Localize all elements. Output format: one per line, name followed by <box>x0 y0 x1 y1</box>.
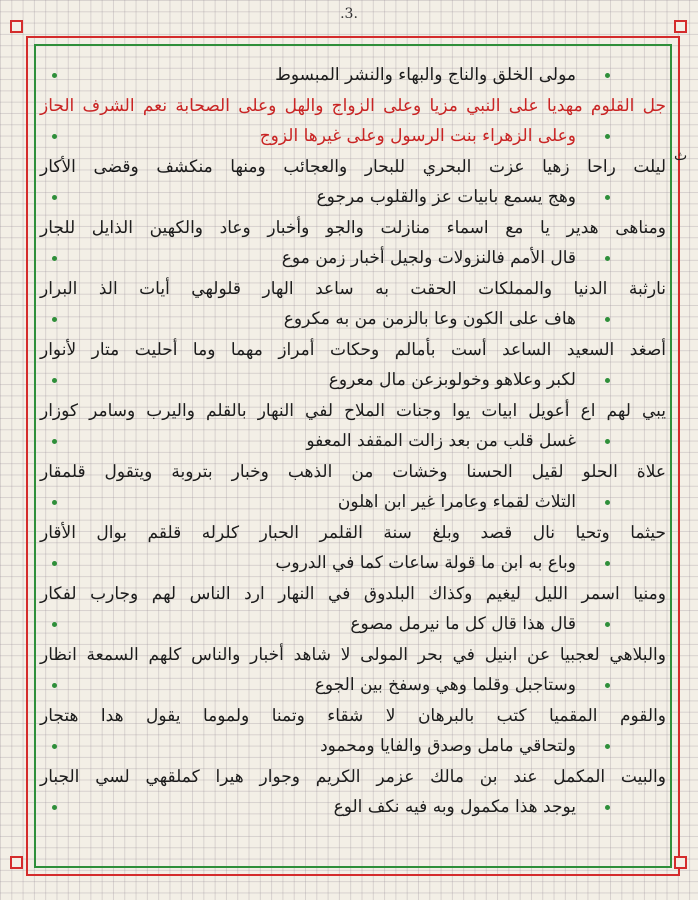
verse-line-text: يبي لهم اع أعويل ابيات يوا وجنات الملاح لفي النهار بالقلم واليرب وسامر كوزار <box>40 400 666 421</box>
verse-dot-marker <box>605 500 610 505</box>
verse-dot-marker <box>52 561 57 566</box>
verse-line <box>34 548 672 579</box>
verse-dot-marker <box>52 378 57 383</box>
verse-lines <box>34 60 672 823</box>
verse-line <box>34 213 672 244</box>
verse-dot-marker <box>52 744 57 749</box>
verse-dot-marker <box>605 683 610 688</box>
corner-square-bottom-right <box>674 856 687 869</box>
verse-line-text: علاة الحلو لقيل الحسنا وخشات من الذهب وخبار بتروبة ويتقول قلمقار <box>40 461 666 482</box>
verse-line-text: أصغد السعيد الساعد أست بأمالم وحكات أمراز مهما وما أحليت متار لأنوار <box>40 339 666 360</box>
verse-dot-marker <box>52 622 57 627</box>
verse-line <box>34 152 672 183</box>
verse-line <box>34 335 672 366</box>
verse-dot-marker <box>605 195 610 200</box>
verse-line-text: ليلت راحا زهيا عزت البحري للبحار والعجائب ومنها منكشف وقضى الأكار <box>40 156 666 177</box>
verse-line-text: قال الأمم فالنزولات ولجيل أخبار زمن موع <box>281 248 576 268</box>
verse-line-text: وعلى الزهراء بنت الرسول وعلى غيرها الزوج <box>259 126 576 146</box>
verse-line-text: غسل قلب من بعد زالت المقفد المعفو <box>306 431 576 451</box>
verse-line <box>34 518 672 549</box>
verse-dot-marker <box>605 561 610 566</box>
verse-line <box>34 91 672 122</box>
verse-dot-marker <box>605 73 610 78</box>
verse-line-text: والبيت المكمل عند بن مالك عزمر الكريم وجوار هيرا كملقهي لسي الجبار <box>40 766 666 787</box>
verse-line-text: قال هذا قال كل ما نيرمل مصوع <box>350 614 576 634</box>
verse-dot-marker <box>605 439 610 444</box>
verse-line-text: وباع به ابن ما قولة ساعات كما في الدروب <box>275 553 576 573</box>
verse-dot-marker <box>52 317 57 322</box>
verse-line-text: لكبر وعلاهو وخولوبزعن مال معروع <box>328 370 576 390</box>
verse-line-text: وهج يسمع بابيات عز والقلوب مرجوع <box>316 187 576 207</box>
margin-note: ث <box>674 148 688 164</box>
verse-line <box>34 701 672 732</box>
verse-dot-marker <box>605 378 610 383</box>
verse-line-text: ومناهى هدير يا مع اسماء منازلت والجو وأخبار وعاد والكهين الذايل للجار <box>40 217 666 238</box>
verse-dot-marker <box>52 256 57 261</box>
verse-line <box>34 731 672 762</box>
verse-line-text: هاف على الكون وعا بالزمن من به مكروع <box>283 309 576 329</box>
verse-line <box>34 579 672 610</box>
verse-dot-marker <box>52 500 57 505</box>
verse-line <box>34 762 672 793</box>
verse-line <box>34 792 672 823</box>
verse-line <box>34 396 672 427</box>
verse-dot-marker <box>52 195 57 200</box>
verse-line <box>34 609 672 640</box>
verse-dot-marker <box>52 683 57 688</box>
corner-square-bottom-left <box>10 856 23 869</box>
verse-line-text: التلاث لقماء وعامرا غير ابن اهلون <box>337 492 576 512</box>
verse-line <box>34 640 672 671</box>
verse-line <box>34 274 672 305</box>
verse-dot-marker <box>605 805 610 810</box>
corner-square-top-left <box>10 20 23 33</box>
verse-line-text: جل القلوم مهديا على النبي مزيا وعلى الزواج والهل وعلى الصحابة نعم الشرف الحاز <box>40 95 666 116</box>
verse-line-text: والبلاهي لعجبيا عن ابنيل في بحر المولى لا شاهد أخبار والناس كلهم السمعة انظار <box>40 644 666 665</box>
verse-dot-marker <box>605 317 610 322</box>
corner-square-top-right <box>674 20 687 33</box>
verse-dot-marker <box>605 744 610 749</box>
verse-dot-marker <box>52 73 57 78</box>
verse-line <box>34 457 672 488</box>
verse-line <box>34 487 672 518</box>
verse-line <box>34 670 672 701</box>
verse-line-text: ولتحاقي مامل وصدق والفايا ومحمود <box>320 736 576 756</box>
verse-line-text: ومنيا اسمر الليل ليغيم وكذاك البلدوق في النهار ارد الناس لهم وجارب لفكار <box>40 583 666 604</box>
verse-line-text: وستاجبل وقلما وهي وسفخ بين الجوع <box>314 675 576 695</box>
verse-line <box>34 426 672 457</box>
verse-line-text: والقوم المقميا كتب بالبرهان لا شقاء وتمنا ولموما يقول هدا هتجار <box>40 705 666 726</box>
verse-dot-marker <box>52 805 57 810</box>
verse-line <box>34 60 672 91</box>
verse-line-text: مولى الخلق والناج والبهاء والنشر المبسوط <box>275 65 576 85</box>
verse-dot-marker <box>605 134 610 139</box>
verse-line-text: حيثما وتحيا نال قصد وبلغ سنة القلمر الحبار كلرله قلقم بوال الأقار <box>40 522 666 543</box>
verse-line-text: نارثبة الدنيا والمملكات الحقت به ساعد الهار قلولهي أيات الذ البرار <box>40 278 666 299</box>
verse-dot-marker <box>52 439 57 444</box>
verse-dot-marker <box>605 622 610 627</box>
verse-line <box>34 243 672 274</box>
verse-line <box>34 304 672 335</box>
verse-line <box>34 121 672 152</box>
verse-dot-marker <box>605 256 610 261</box>
page-number: .3. <box>340 6 358 22</box>
verse-dot-marker <box>52 134 57 139</box>
verse-line <box>34 182 672 213</box>
verse-line <box>34 365 672 396</box>
verse-line-text: يوجد هذا مكمول وبه فيه نكف الوع <box>333 797 576 817</box>
